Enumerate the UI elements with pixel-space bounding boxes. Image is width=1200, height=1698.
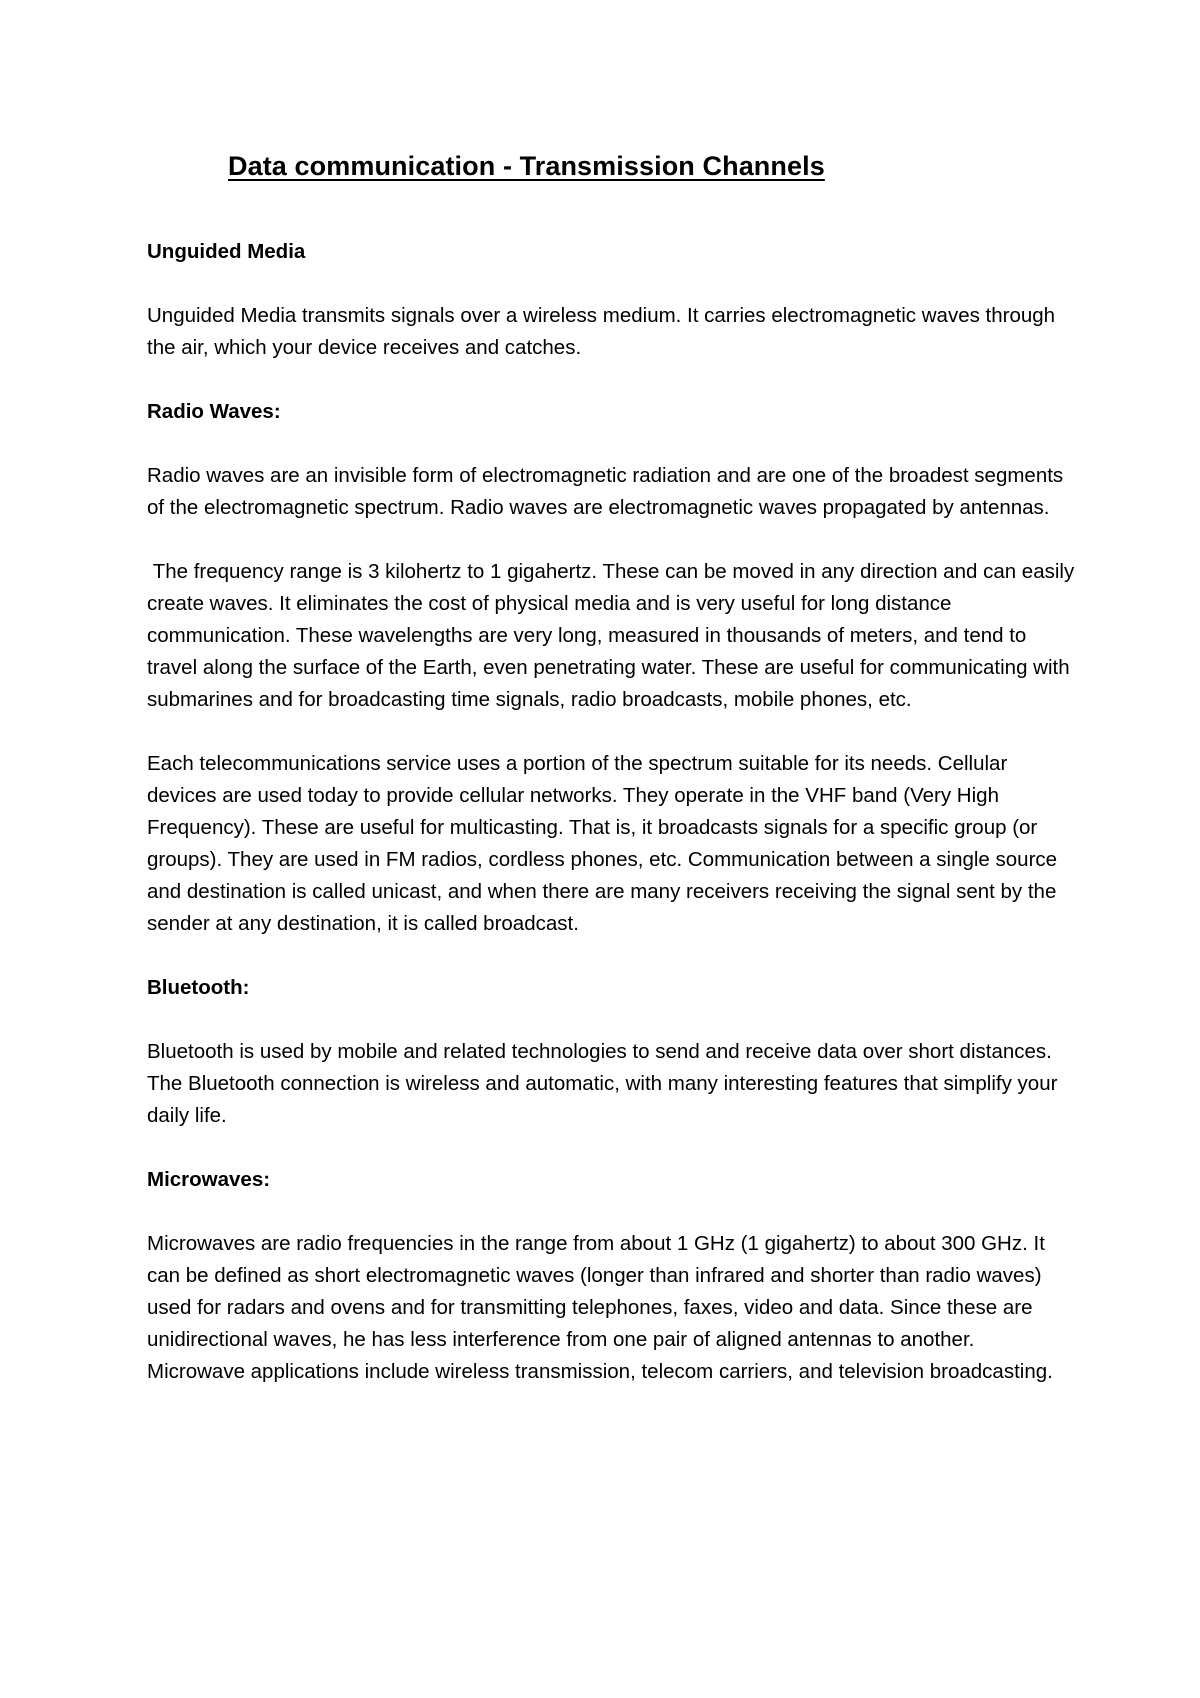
- heading-microwaves: Microwaves:: [147, 1168, 271, 1191]
- paragraph-unguided-media: Unguided Media transmits signals over a wireless medium. It carries electromagnetic waves through the air, which your device receives and catches.: [147, 304, 1056, 359]
- paragraph-microwaves: Microwaves are radio frequencies in the range from about 1 GHz (1 gigahertz) to about 300 GHz. It can be defined as short electromagnetic waves (longer than infrared and shorter than radio waves) used for radars and ovens and for transmitting telephones, faxes, video and data. Since these are unidirectional waves, he has less interference from one pair of aligned antennas to another. Microwave applications include wireless transmission, telecom carriers, and television broadcasting.: [147, 1232, 1053, 1383]
- paragraph-radio-waves-telecom: Each telecommunications service uses a portion of the spectrum suitable for its needs. Cellular devices are used today to provide cellular networks. They operate in the VHF band (Very High Frequency). These are useful for multicasting. That is, it broadcasts signals for a specific group (or groups). They are used in FM radios, cordless phones, etc. Communication between a single source and destination is called unicast, and when there are many receivers receiving the signal sent by the sender at any destination, it is called broadcast.: [147, 752, 1058, 935]
- page-title: Data communication - Transmission Channels: [228, 151, 825, 181]
- heading-unguided-media: Unguided Media: [147, 240, 306, 263]
- heading-radio-waves: Radio Waves:: [147, 400, 281, 423]
- paragraph-bluetooth: Bluetooth is used by mobile and related technologies to send and receive data over short distances. The Bluetooth connection is wireless and automatic, with many interesting features that simplify your daily life.: [147, 1040, 1058, 1127]
- document-body: [147, 148, 1080, 1388]
- paragraph-radio-waves-intro: Radio waves are an invisible form of electromagnetic radiation and are one of the broadest segments of the electromagnetic spectrum. Radio waves are electromagnetic waves propagated by antennas.: [147, 464, 1064, 519]
- paragraph-radio-waves-frequency: The frequency range is 3 kilohertz to 1 gigahertz. These can be moved in any direction and can easily create waves. It eliminates the cost of physical media and is very useful for long distance communication. These wavelengths are very long, measured in thousands of meters, and tend to travel along the surface of the Earth, even penetrating water. These are useful for communicating with submarines and for broadcasting time signals, radio broadcasts, mobile phones, etc.: [147, 560, 1080, 711]
- heading-bluetooth: Bluetooth:: [147, 976, 250, 999]
